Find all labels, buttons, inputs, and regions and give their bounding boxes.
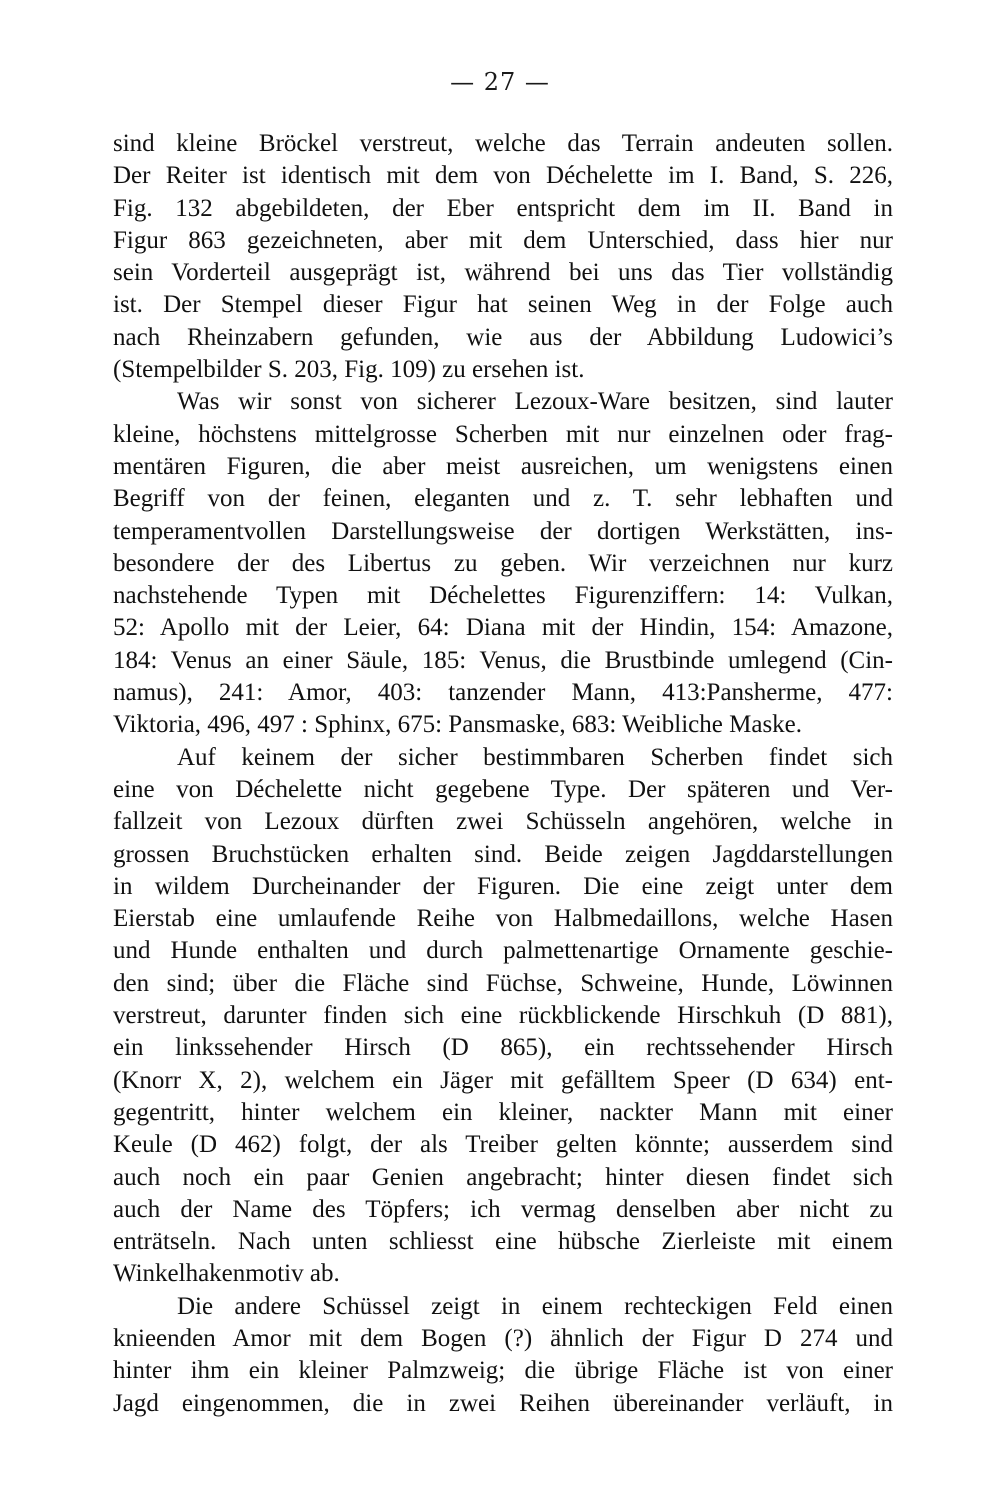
text-line: sein Vorderteil ausgeprägt ist, während bei uns das Tier vollständig bbox=[113, 259, 893, 287]
text-line: ist. Der Stempel dieser Figur hat seinen Weg in der Folge auch bbox=[113, 291, 893, 319]
text-line: (Stempelbilder S. 203, Fig. 109) zu ersehen ist. bbox=[113, 356, 585, 384]
text-line: Winkelhakenmotiv ab. bbox=[113, 1260, 340, 1288]
text-line: in wildem Durcheinander der Figuren. Die eine zeigt unter dem bbox=[113, 872, 893, 900]
text-line: Auf keinem der sicher bestimmbaren Scherben findet sich bbox=[177, 743, 893, 771]
text-line: den sind; über die Fläche sind Füchse, Schweine, Hunde, Löwinnen bbox=[113, 969, 893, 997]
text-line: eine von Déchelette nicht gegebene Type. Der späteren und Ver- bbox=[113, 775, 893, 803]
paragraph bbox=[113, 128, 893, 386]
text-line: ein linkssehender Hirsch (D 865), ein rechtssehender Hirsch bbox=[113, 1034, 893, 1062]
paragraph bbox=[113, 386, 893, 741]
text-line: grossen Bruchstücken erhalten sind. Beide zeigen Jagddarstellungen bbox=[113, 840, 893, 868]
text-line: (Knorr X, 2), welchem ein Jäger mit gefälltem Speer (D 634) ent- bbox=[113, 1066, 893, 1094]
body-text bbox=[113, 128, 893, 1420]
text-line: Die andere Schüssel zeigt in einem rechteckigen Feld einen bbox=[177, 1292, 893, 1320]
text-line: und Hunde enthalten und durch palmettenartige Ornamente geschie- bbox=[113, 937, 893, 965]
text-line: Der Reiter ist identisch mit dem von Déchelette im I. Band, S. 226, bbox=[113, 162, 893, 190]
text-line: Was wir sonst von sicherer Lezoux-Ware besitzen, sind lauter bbox=[177, 388, 893, 416]
text-line: Keule (D 462) folgt, der als Treiber gelten könnte; ausserdem sind bbox=[113, 1131, 893, 1159]
text-line: 52: Apollo mit der Leier, 64: Diana mit der Hindin, 154: Amazone, bbox=[113, 614, 893, 642]
text-line: enträtseln. Nach unten schliesst eine hübsche Zierleiste mit einem bbox=[113, 1228, 893, 1256]
text-line: Figur 863 gezeichneten, aber mit dem Unterschied, dass hier nur bbox=[113, 226, 893, 254]
text-line: Viktoria, 496, 497 : Sphinx, 675: Pansmaske, 683: Weibliche Maske. bbox=[113, 711, 803, 739]
text-line: mentären Figuren, die aber meist ausreichen, um wenigstens einen bbox=[113, 452, 893, 480]
text-line: fallzeit von Lezoux dürften zwei Schüsseln angehören, welche in bbox=[113, 808, 893, 836]
text-line: knieenden Amor mit dem Bogen (?) ähnlich der Figur D 274 und bbox=[113, 1324, 893, 1352]
page-number: — 27 — bbox=[450, 68, 550, 96]
paragraph bbox=[113, 1291, 893, 1420]
text-line: Eierstab eine umlaufende Reihe von Halbmedaillons, welche Hasen bbox=[113, 905, 893, 933]
text-line: namus), 241: Amor, 403: tanzender Mann, 413:Pansherme, 477: bbox=[113, 679, 893, 707]
text-line: auch der Name des Töpfers; ich vermag denselben aber nicht zu bbox=[113, 1195, 893, 1223]
text-line: hinter ihm ein kleiner Palmzweig; die übrige Fläche ist von einer bbox=[113, 1357, 893, 1385]
text-line: sind kleine Bröckel verstreut, welche das Terrain andeuten sollen. bbox=[113, 130, 893, 157]
text-line: Fig. 132 abgebildeten, der Eber entspricht dem im II. Band in bbox=[113, 194, 893, 222]
text-line: nach Rheinzabern gefunden, wie aus der Abbildung Ludowici’s bbox=[113, 323, 893, 351]
paragraph bbox=[113, 742, 893, 1291]
text-line: temperamentvollen Darstellungsweise der dortigen Werkstätten, ins- bbox=[113, 517, 893, 545]
text-line: verstreut, darunter finden sich eine rückblickende Hirschkuh (D 881), bbox=[113, 1002, 893, 1030]
text-line: Begriff von der feinen, eleganten und z. T. sehr lebhaften und bbox=[113, 485, 893, 513]
text-line: Jagd eingenommen, die in zwei Reihen übereinander verläuft, in bbox=[113, 1389, 893, 1417]
text-line: nachstehende Typen mit Déchelettes Figurenziffern: 14: Vulkan, bbox=[113, 582, 893, 610]
text-line: kleine, höchstens mittelgrosse Scherben mit nur einzelnen oder frag- bbox=[113, 420, 893, 448]
text-line: gegentritt, hinter welchem ein kleiner, nackter Mann mit einer bbox=[113, 1098, 893, 1126]
text-line: besondere der des Libertus zu geben. Wir verzeichnen nur kurz bbox=[113, 549, 893, 577]
text-line: 184: Venus an einer Säule, 185: Venus, die Brustbinde umlegend (Cin- bbox=[113, 646, 893, 674]
text-line: auch noch ein paar Genien angebracht; hinter diesen findet sich bbox=[113, 1163, 893, 1191]
